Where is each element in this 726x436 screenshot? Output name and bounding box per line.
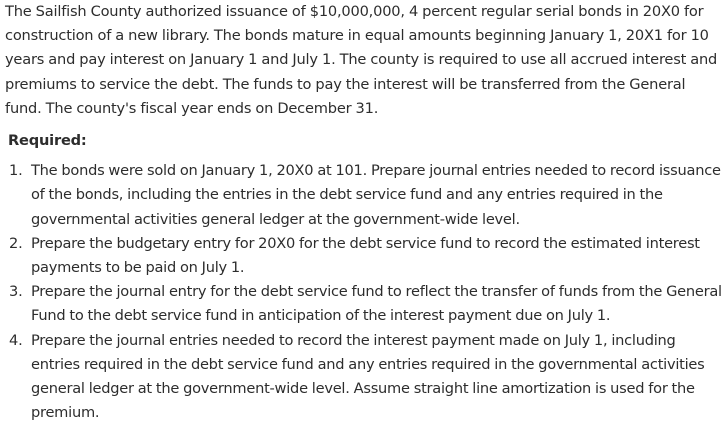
question-item-2 — [5, 232, 722, 280]
problem-intro-paragraph: The Sailfish County authorized issuance of $10,000,000, 4 percent regular serial bonds in 20X0 for construction of a new library. The bonds mature in equal amounts beginning January 1, 20X1 for 10 years and pay interest on January 1 and July 1. The county is required to use all accrued interest and premiums to service the debt. The funds to pay the interest will be transferred from the General fund. The county's fiscal year ends on December 31. — [5, 3, 718, 117]
question-number: 4. — [9, 331, 23, 349]
question-number: 1. — [9, 162, 23, 180]
question-number: 2. — [9, 234, 23, 252]
required-heading: Required: — [8, 132, 87, 150]
question-item-3 — [5, 280, 722, 328]
question-list — [5, 159, 722, 425]
question-text: The bonds were sold on January 1, 20X0 at 101. Prepare journal entries needed to record issuance of the bonds, including the entries in the debt service fund and any entries required in the governmental activities general ledger at the government-wide level. — [31, 162, 721, 228]
question-text: Prepare the budgetary entry for 20X0 for the debt service fund to record the estimated interest payments to be paid on July 1. — [31, 234, 700, 277]
question-number: 3. — [9, 283, 23, 301]
question-item-1 — [5, 159, 722, 232]
question-text: Prepare the journal entry for the debt service fund to reflect the transfer of funds from the General Fund to the debt service fund in anticipation of the interest payment due on July 1. — [31, 283, 722, 325]
question-text: Prepare the journal entries needed to record the interest payment made on July 1, including entries required in the debt service fund and any entries required in the governmental activities general ledger at the government-wide level. Assume straight line amortization is used for the premium. — [31, 331, 705, 422]
question-item-4 — [5, 329, 722, 426]
